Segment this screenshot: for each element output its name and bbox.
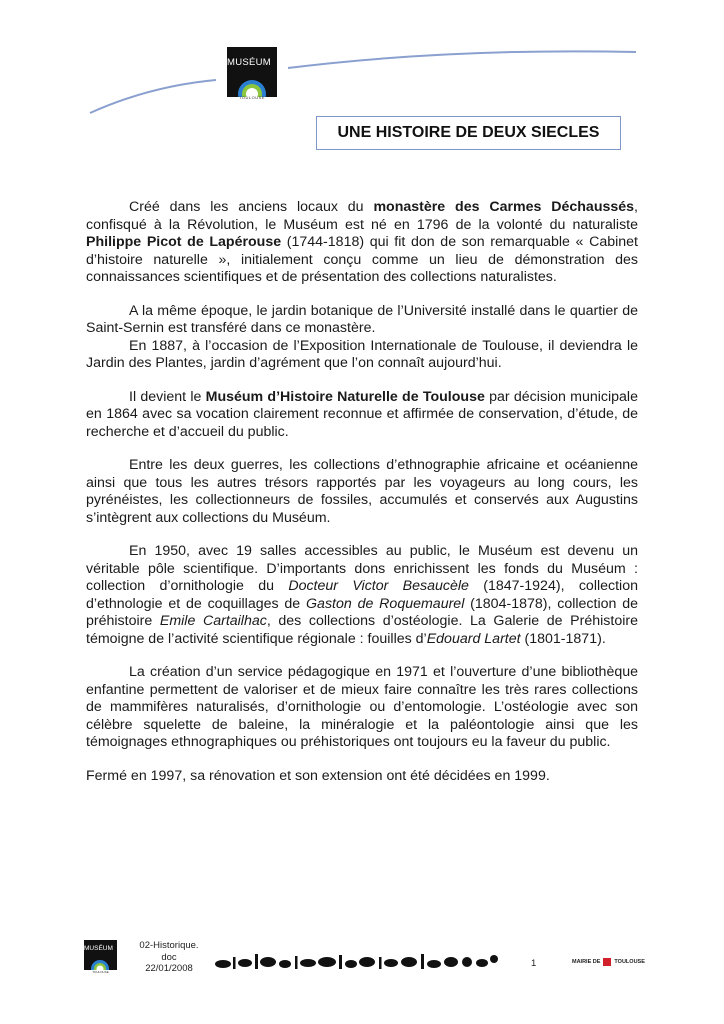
- text-run: (1804-1878), collection de préhistoire: [86, 595, 638, 629]
- footer-logo-wordmark: MUSÉUM: [84, 945, 113, 952]
- mairie-label: MAIRIE DE: [572, 959, 601, 965]
- logo-city-label: TOULOUSE: [239, 95, 265, 100]
- italic-run: Docteur Victor Besaucèle: [288, 578, 469, 594]
- mairie-toulouse-logo: [572, 953, 656, 971]
- paragraph-jardin-des-plantes: En 1887, à l’occasion de l’Exposition Internationale de Toulouse, il deviendra le Jardin des Plantes, jardin d’agrément que l’on connaît aujourd’hui.: [86, 337, 638, 371]
- text-run: (1847-1924), collection d’ethnologie et de coquillages de: [86, 578, 638, 612]
- paragraph-botanical-garden: A la même époque, le jardin botanique de l’Université installé dans le quartier de Saint-Sernin est transféré dans ce monastère.: [86, 302, 638, 336]
- text-run: (1801-1871).: [520, 630, 606, 647]
- italic-run: Gaston de Roquemaurel: [306, 595, 465, 612]
- header-decorative-arcs: [0, 0, 724, 130]
- document-filename: 02-Historique.doc: [139, 940, 199, 963]
- paragraph-1971: La création d’un service pédagogique en 1971 et l’ouverture d’une bibliothèque enfantine permettent de valoriser et de mieux faire connaître les très rares collections de mammifères naturalisés, d’ornithologie ou d’entomologie. L’ostéologie avec son célèbre squelette de baleine, la minéralogie et la paléontologie ainsi que les témoignages ethnographiques ou préhistoriques ont toujours eu la faveur du public.: [86, 664, 638, 750]
- bold-run: Muséum d’Histoire Naturelle de Toulouse: [205, 388, 485, 405]
- italic-run: Emile Cartailhac: [159, 613, 267, 629]
- text-run: En 1950, avec 19 salles accessibles au public, le Muséum est devenu un véritable pôle scientifique. D’importants dons enrichissent les fonds du Muséum : collection d’ornithologie du: [86, 543, 638, 594]
- paragraph-foundation: [86, 199, 638, 287]
- document-body: [86, 199, 638, 801]
- bold-run: monastère des Carmes Déchaussés: [373, 199, 635, 215]
- text-run: (1744-1818) qui fit don de son remarquable « Cabinet d’histoire naturelle », initialement conçu comme un lieu de démonstration des connaissances scientifiques et de présentation des collections naturalistes.: [86, 234, 638, 285]
- paragraph-closure: Fermé en 1997, sa rénovation et son extension ont été décidées en 1999.: [86, 767, 550, 784]
- text-run: Il devient le: [129, 388, 206, 405]
- footer-logo-globe-icon: [84, 940, 117, 970]
- toulouse-cross-icon: [603, 958, 611, 966]
- bold-run: Philippe Picot de Lapérouse: [86, 234, 282, 250]
- mairie-city: TOULOUSE: [614, 959, 645, 965]
- page-number: 1: [531, 958, 537, 969]
- logo-wordmark: MUSÉUM: [227, 57, 272, 68]
- paragraph-between-wars: Entre les deux guerres, les collections d’ethnographie africaine et océanienne ainsi que tous les autres trésors rapportés par les voyageurs au long cours, les pyrénéistes, les collectionneurs de fossiles, accumulés et conservés aux Augustins s’intègrent aux collections du Muséum.: [86, 457, 638, 526]
- museum-logo: [227, 47, 277, 97]
- logo-globe-icon: [227, 47, 277, 97]
- footer-museum-logo: [84, 940, 117, 970]
- paragraph-museum-name: [86, 389, 638, 442]
- text-run: par décision municipale en 1864 avec sa vocation clairement reconnue et affirmée de conservation, d’étude, de recherche et d’accueil du public.: [86, 388, 638, 440]
- text-run: , des collections d’ostéologie. La Galerie de Préhistoire témoigne de l’activité scientifique régionale : fouilles d’: [86, 613, 638, 647]
- text-run: Créé dans les anciens locaux du: [129, 199, 374, 215]
- document-info: [138, 940, 200, 975]
- footer-logo-city: TOULOUSE: [92, 970, 109, 974]
- text-run: , confisqué à la Révolution, le Muséum est né en 1796 de la volonté du naturaliste: [86, 199, 638, 233]
- animal-silhouettes-frieze: [213, 950, 499, 972]
- paragraph-1950: [86, 543, 638, 648]
- italic-run: Edouard Lartet: [426, 630, 521, 647]
- page-title: UNE HISTOIRE DE DEUX SIECLES: [316, 116, 621, 150]
- document-date: 22/01/2008: [145, 963, 193, 974]
